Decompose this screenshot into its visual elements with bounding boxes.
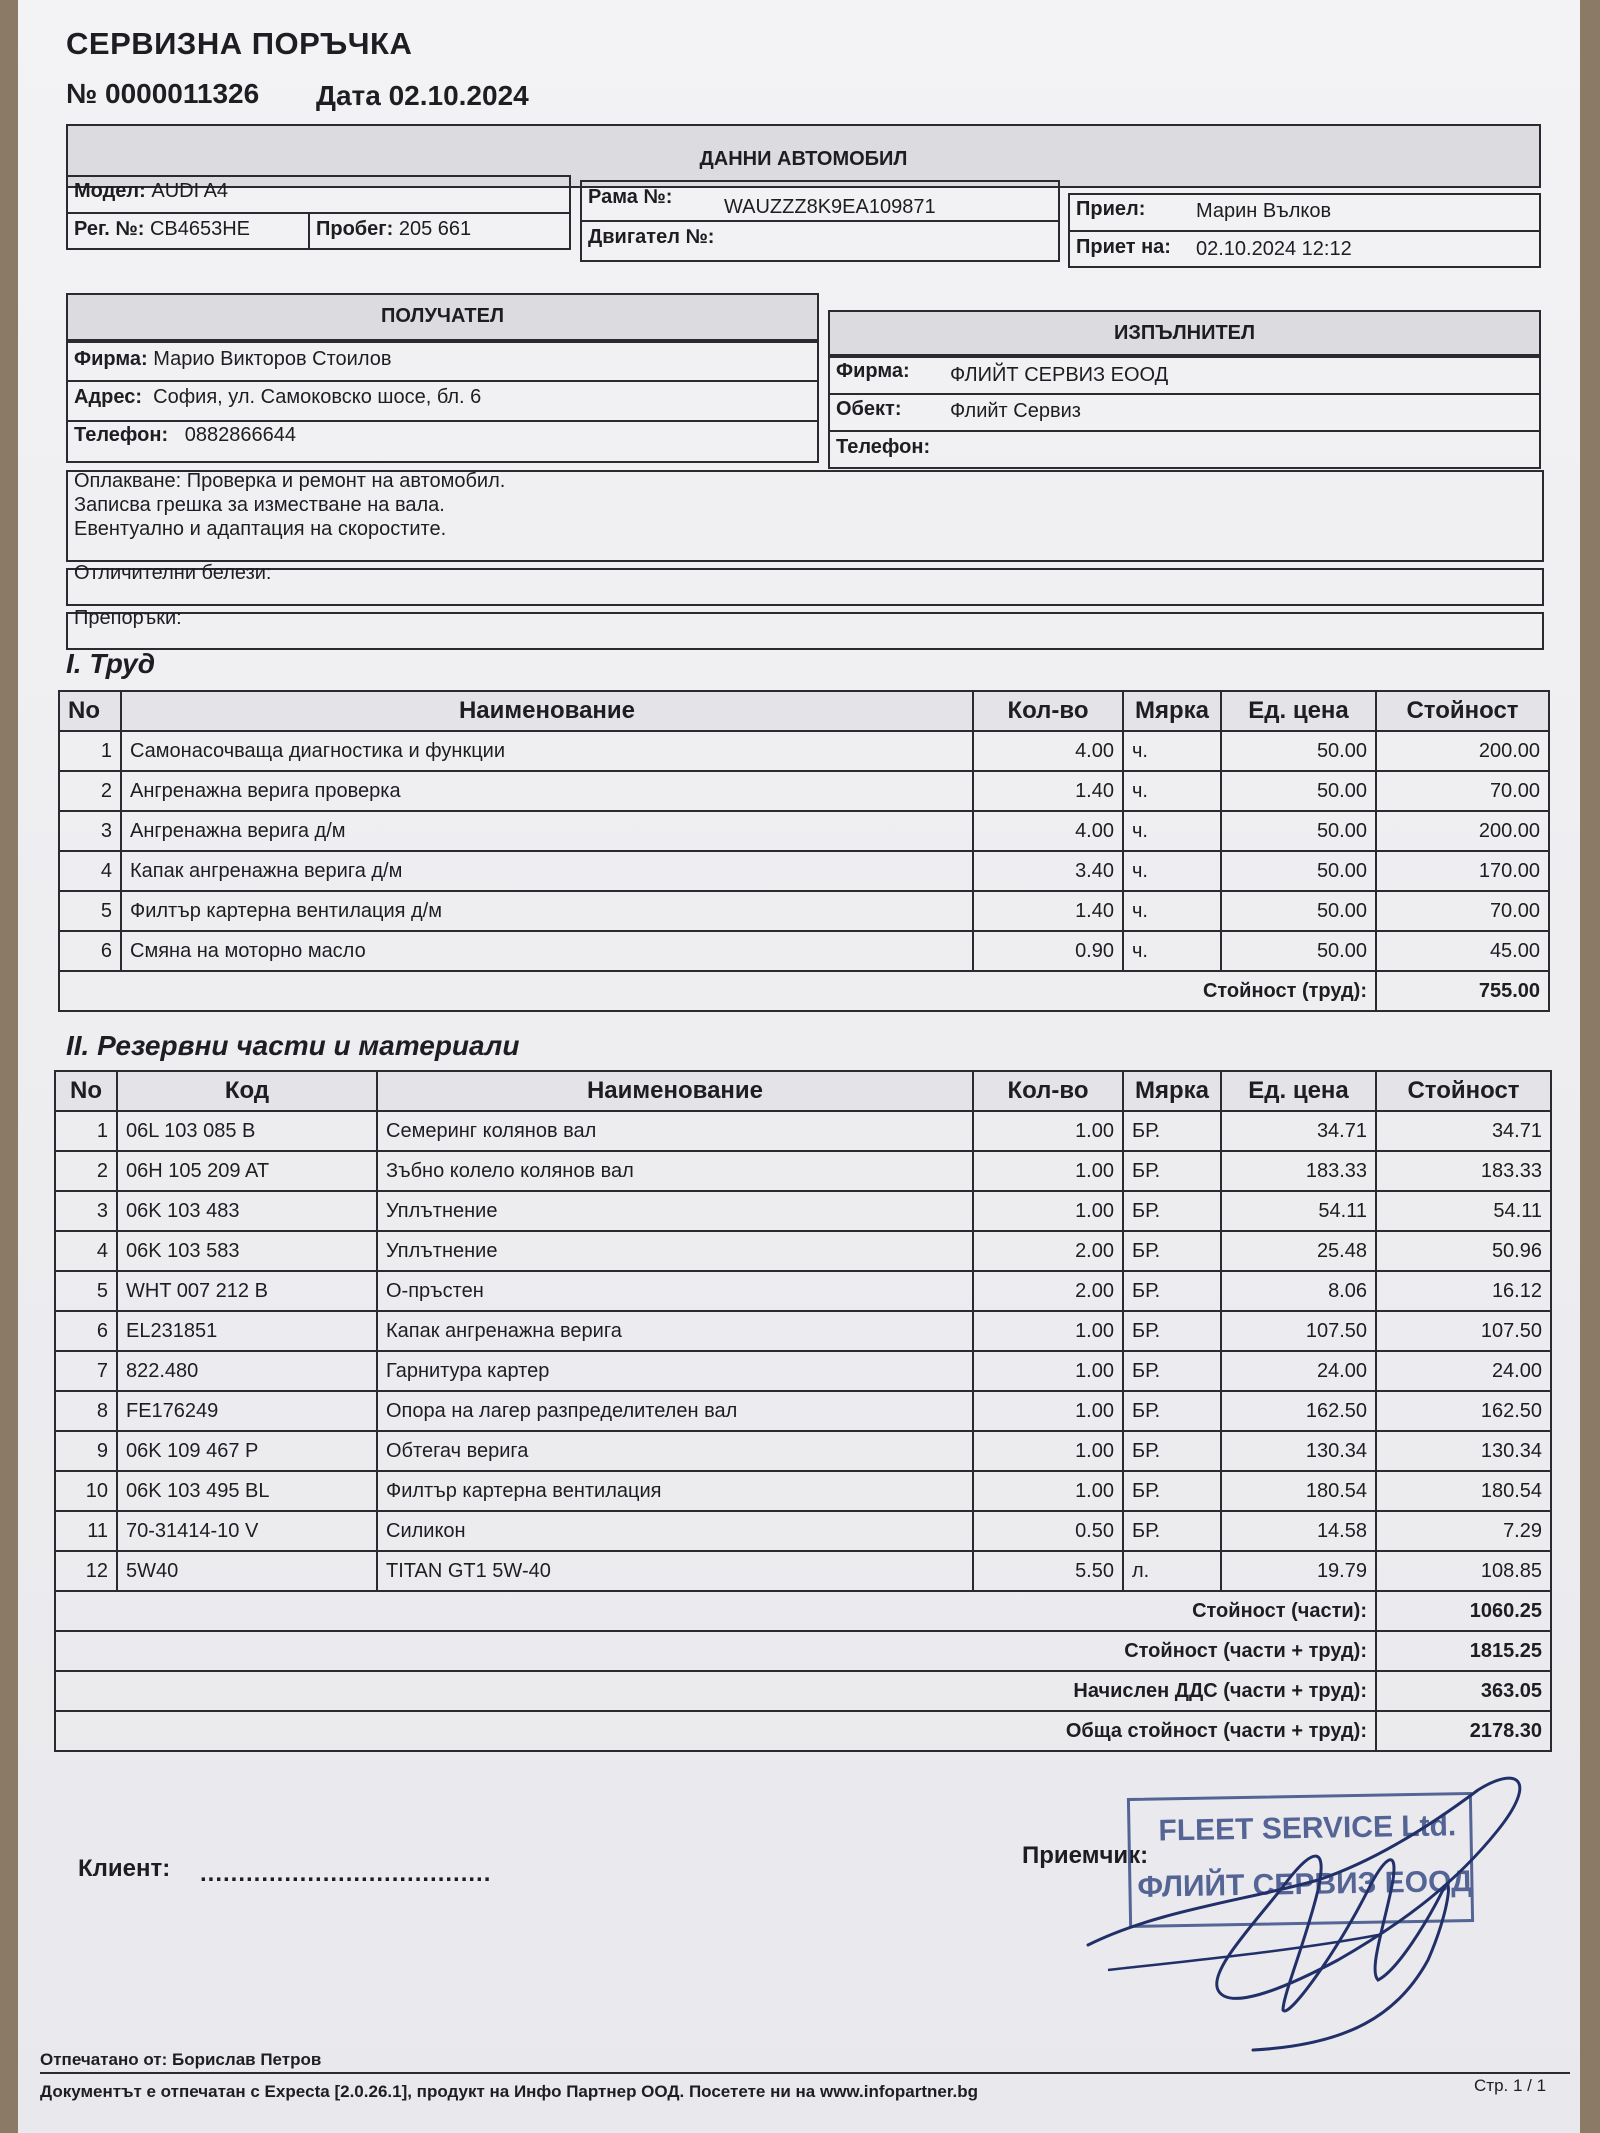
part-total: 183.33 bbox=[1376, 1151, 1551, 1191]
column-header: Кол-во bbox=[973, 1071, 1123, 1111]
divider bbox=[828, 393, 1541, 395]
part-row bbox=[55, 1271, 1551, 1311]
part-unit-price: 8.06 bbox=[1221, 1271, 1376, 1311]
vehicle-header-label: ДАННИ АВТОМОБИЛ bbox=[699, 148, 908, 170]
part-unit: БР. bbox=[1123, 1271, 1221, 1311]
totals-label: Стойност (части): bbox=[55, 1591, 1376, 1631]
row-number: 12 bbox=[55, 1551, 117, 1591]
row-number: 4 bbox=[59, 851, 121, 891]
part-code: 06K 109 467 P bbox=[117, 1431, 377, 1471]
part-total: 7.29 bbox=[1376, 1511, 1551, 1551]
part-name: TITAN GT1 5W-40 bbox=[377, 1551, 973, 1591]
divider bbox=[66, 420, 819, 422]
received-by-label: Приел: bbox=[1076, 198, 1146, 220]
part-name: Уплътнение bbox=[377, 1231, 973, 1271]
totals-value: 2178.30 bbox=[1376, 1711, 1551, 1751]
service-order-document bbox=[18, 0, 1580, 2133]
part-name: Обтегач верига bbox=[377, 1431, 973, 1471]
part-code: EL231851 bbox=[117, 1311, 377, 1351]
divider bbox=[828, 430, 1541, 432]
footer-rule bbox=[40, 2072, 1570, 2074]
labor-unit-price: 50.00 bbox=[1221, 771, 1376, 811]
contractor-box bbox=[828, 356, 1541, 469]
part-row bbox=[55, 1191, 1551, 1231]
part-unit-price: 24.00 bbox=[1221, 1351, 1376, 1391]
part-name: Филтър картерна вентилация bbox=[377, 1471, 973, 1511]
labor-total: 45.00 bbox=[1376, 931, 1549, 971]
part-qty: 1.00 bbox=[973, 1471, 1123, 1511]
part-unit-price: 14.58 bbox=[1221, 1511, 1376, 1551]
column-header: Код bbox=[117, 1071, 377, 1111]
labor-row bbox=[59, 811, 1549, 851]
complaint-line: Записва грешка за изместване на вала. bbox=[74, 494, 445, 516]
part-total: 107.50 bbox=[1376, 1311, 1551, 1351]
part-name: Силикон bbox=[377, 1511, 973, 1551]
part-code: WHT 007 212 B bbox=[117, 1271, 377, 1311]
labor-table bbox=[58, 690, 1550, 1012]
parts-table-header bbox=[55, 1071, 1551, 1111]
received-on-label: Приет на: bbox=[1076, 236, 1171, 258]
part-code: 06K 103 483 bbox=[117, 1191, 377, 1231]
footer-note: Документът е отпечатан с Expecta [2.0.26.1], продукт на Инфо Партнер ООД. Посетете ни на www.infopartner.bg bbox=[40, 2082, 979, 2101]
divider bbox=[66, 212, 571, 214]
part-total: 24.00 bbox=[1376, 1351, 1551, 1391]
labor-qty: 3.40 bbox=[973, 851, 1123, 891]
column-header: Кол-во bbox=[973, 691, 1123, 731]
part-total: 180.54 bbox=[1376, 1471, 1551, 1511]
parts-section-title: II. Резервни части и материали bbox=[66, 1030, 520, 1061]
totals-label: Начислен ДДС (части + труд): bbox=[55, 1671, 1376, 1711]
part-name: Семеринг колянов вал bbox=[377, 1111, 973, 1151]
distinguishing-marks-box bbox=[66, 568, 1544, 606]
part-row bbox=[55, 1351, 1551, 1391]
column-header: Мярка bbox=[1123, 1071, 1221, 1111]
part-row bbox=[55, 1311, 1551, 1351]
printed-by: Отпечатано от: Борислав Петров bbox=[40, 2050, 322, 2069]
part-code: 70-31414-10 V bbox=[117, 1511, 377, 1551]
totals-label: Обща стойност (части + труд): bbox=[55, 1711, 1376, 1751]
part-row bbox=[55, 1431, 1551, 1471]
recipient-phone: 0882866644 bbox=[184, 424, 297, 446]
received-on-value: 02.10.2024 12:12 bbox=[1196, 238, 1352, 260]
part-name: Гарнитура картер bbox=[377, 1351, 973, 1391]
row-number: 1 bbox=[55, 1111, 117, 1151]
contractor-site-label: Обект: bbox=[836, 398, 902, 420]
labor-name: Самонасочваща диагностика и функции bbox=[121, 731, 973, 771]
totals-value: 1815.25 bbox=[1376, 1631, 1551, 1671]
row-number: 5 bbox=[55, 1271, 117, 1311]
labor-total: 200.00 bbox=[1376, 731, 1549, 771]
labor-unit-price: 50.00 bbox=[1221, 931, 1376, 971]
part-unit: БР. bbox=[1123, 1311, 1221, 1351]
divider bbox=[580, 220, 1060, 222]
labor-name: Филтър картерна вентилация д/м bbox=[121, 891, 973, 931]
row-number: 3 bbox=[55, 1191, 117, 1231]
part-row bbox=[55, 1151, 1551, 1191]
row-number: 10 bbox=[55, 1471, 117, 1511]
labor-total: 170.00 bbox=[1376, 851, 1549, 891]
recipient-header-label: ПОЛУЧАТЕЛ bbox=[381, 305, 504, 327]
part-unit-price: 34.71 bbox=[1221, 1111, 1376, 1151]
signature-scribble bbox=[1078, 1760, 1558, 2060]
labor-qty: 4.00 bbox=[973, 811, 1123, 851]
part-unit: БР. bbox=[1123, 1151, 1221, 1191]
column-header: Ед. цена bbox=[1221, 1071, 1376, 1111]
part-unit-price: 183.33 bbox=[1221, 1151, 1376, 1191]
labor-total-value: 755.00 bbox=[1376, 971, 1549, 1011]
contractor-header-label: ИЗПЪЛНИТЕЛ bbox=[1113, 322, 1256, 344]
part-row bbox=[55, 1391, 1551, 1431]
labor-unit: ч. bbox=[1123, 931, 1221, 971]
complaint-line: Евентуално и адаптация на скоростите. bbox=[74, 518, 447, 540]
contractor-phone-label: Телефон: bbox=[836, 436, 931, 458]
part-unit: БР. bbox=[1123, 1351, 1221, 1391]
divider bbox=[66, 380, 819, 382]
divider bbox=[1068, 230, 1541, 232]
labor-total: 70.00 bbox=[1376, 891, 1549, 931]
labor-qty: 0.90 bbox=[973, 931, 1123, 971]
part-total: 54.11 bbox=[1376, 1191, 1551, 1231]
recipient-address: София, ул. Самоковско шосе, бл. 6 bbox=[153, 386, 482, 408]
column-header: No bbox=[59, 691, 121, 731]
vin-label: Рама №: bbox=[588, 186, 673, 208]
recipient-header bbox=[66, 293, 819, 341]
part-unit: БР. bbox=[1123, 1231, 1221, 1271]
part-qty: 5.50 bbox=[973, 1551, 1123, 1591]
client-signature-line: ...................................... bbox=[200, 1860, 492, 1887]
row-number: 6 bbox=[59, 931, 121, 971]
recommendations-box bbox=[66, 612, 1544, 650]
labor-row bbox=[59, 771, 1549, 811]
part-code: 06L 103 085 B bbox=[117, 1111, 377, 1151]
part-qty: 1.00 bbox=[973, 1431, 1123, 1471]
stamp-line-bg: ФЛИЙТ СЕРВИЗ ЕООД bbox=[1137, 1865, 1473, 1904]
part-unit: БР. bbox=[1123, 1391, 1221, 1431]
totals-row bbox=[55, 1631, 1551, 1671]
row-number: 7 bbox=[55, 1351, 117, 1391]
row-number: 6 bbox=[55, 1311, 117, 1351]
row-number: 4 bbox=[55, 1231, 117, 1271]
part-unit-price: 180.54 bbox=[1221, 1471, 1376, 1511]
part-code: FE176249 bbox=[117, 1391, 377, 1431]
labor-unit: ч. bbox=[1123, 771, 1221, 811]
labor-name: Капак ангренажна верига д/м bbox=[121, 851, 973, 891]
labor-unit: ч. bbox=[1123, 891, 1221, 931]
column-header: Наименование bbox=[121, 691, 973, 731]
distinguishing-marks-label: Отличителни белези: bbox=[74, 562, 272, 584]
reg-label: Рег. №: bbox=[74, 218, 145, 240]
part-qty: 1.00 bbox=[973, 1311, 1123, 1351]
part-name: Уплътнение bbox=[377, 1191, 973, 1231]
part-qty: 2.00 bbox=[973, 1271, 1123, 1311]
engine-label: Двигател №: bbox=[588, 226, 715, 248]
labor-unit: ч. bbox=[1123, 851, 1221, 891]
recipient-address-label: Адрес: bbox=[74, 386, 142, 408]
row-number: 3 bbox=[59, 811, 121, 851]
mileage-value: 205 661 bbox=[398, 218, 472, 240]
part-row bbox=[55, 1551, 1551, 1591]
row-number: 2 bbox=[55, 1151, 117, 1191]
labor-unit: ч. bbox=[1123, 731, 1221, 771]
part-unit: БР. bbox=[1123, 1471, 1221, 1511]
totals-row bbox=[55, 1591, 1551, 1631]
labor-unit-price: 50.00 bbox=[1221, 731, 1376, 771]
totals-value: 1060.25 bbox=[1376, 1591, 1551, 1631]
part-unit: л. bbox=[1123, 1551, 1221, 1591]
part-unit: БР. bbox=[1123, 1431, 1221, 1471]
part-row bbox=[55, 1231, 1551, 1271]
part-name: Зъбно колело колянов вал bbox=[377, 1151, 973, 1191]
part-row bbox=[55, 1111, 1551, 1151]
labor-total-row bbox=[59, 971, 1549, 1011]
part-code: 06K 103 583 bbox=[117, 1231, 377, 1271]
part-row bbox=[55, 1471, 1551, 1511]
labor-row bbox=[59, 731, 1549, 771]
receiver-signature-label: Приемчик: bbox=[1022, 1842, 1149, 1869]
recommendations-label: Препоръки: bbox=[74, 607, 182, 629]
contractor-company: ФЛИЙТ СЕРВИЗ ЕООД bbox=[950, 364, 1169, 386]
labor-section-title: I. Труд bbox=[66, 648, 156, 679]
order-date: Дата 02.10.2024 bbox=[316, 80, 529, 111]
part-qty: 2.00 bbox=[973, 1231, 1123, 1271]
part-name: О-пръстен bbox=[377, 1271, 973, 1311]
contractor-company-label: Фирма: bbox=[836, 360, 910, 382]
row-number: 1 bbox=[59, 731, 121, 771]
part-total: 108.85 bbox=[1376, 1551, 1551, 1591]
part-code: 5W40 bbox=[117, 1551, 377, 1591]
part-unit-price: 25.48 bbox=[1221, 1231, 1376, 1271]
part-unit: БР. bbox=[1123, 1511, 1221, 1551]
model-label: Модел: bbox=[74, 180, 146, 202]
recipient-company: Марио Викторов Стоилов bbox=[153, 348, 392, 370]
column-header: Мярка bbox=[1123, 691, 1221, 731]
part-qty: 1.00 bbox=[973, 1111, 1123, 1151]
part-unit: БР. bbox=[1123, 1191, 1221, 1231]
part-name: Опора на лагер разпределителен вал bbox=[377, 1391, 973, 1431]
part-qty: 1.00 bbox=[973, 1391, 1123, 1431]
part-code: 822.480 bbox=[117, 1351, 377, 1391]
row-number: 8 bbox=[55, 1391, 117, 1431]
part-code: 06K 103 495 BL bbox=[117, 1471, 377, 1511]
labor-name: Ангренажна верига д/м bbox=[121, 811, 973, 851]
column-header: No bbox=[55, 1071, 117, 1111]
recipient-company-label: Фирма: bbox=[74, 348, 148, 370]
mileage-label: Пробег: bbox=[316, 218, 394, 240]
labor-name: Ангренажна верига проверка bbox=[121, 771, 973, 811]
part-unit: БР. bbox=[1123, 1111, 1221, 1151]
row-number: 5 bbox=[59, 891, 121, 931]
labor-unit-price: 50.00 bbox=[1221, 851, 1376, 891]
labor-unit-price: 50.00 bbox=[1221, 891, 1376, 931]
contractor-site: Флийт Сервиз bbox=[950, 400, 1081, 422]
part-total: 130.34 bbox=[1376, 1431, 1551, 1471]
part-qty: 1.00 bbox=[973, 1351, 1123, 1391]
part-row bbox=[55, 1511, 1551, 1551]
labor-table-header bbox=[59, 691, 1549, 731]
complaint-line: Оплакване: Проверка и ремонт на автомобил. bbox=[74, 470, 506, 492]
column-header: Ед. цена bbox=[1221, 691, 1376, 731]
client-signature-label: Клиент: bbox=[78, 1855, 171, 1882]
labor-unit-price: 50.00 bbox=[1221, 811, 1376, 851]
labor-qty: 4.00 bbox=[973, 731, 1123, 771]
part-total: 34.71 bbox=[1376, 1111, 1551, 1151]
document-title: СЕРВИЗНА ПОРЪЧКА bbox=[66, 26, 413, 61]
labor-total-label: Стойност (труд): bbox=[59, 971, 1376, 1011]
totals-row bbox=[55, 1671, 1551, 1711]
part-name: Капак ангренажна верига bbox=[377, 1311, 973, 1351]
labor-name: Смяна на моторно масло bbox=[121, 931, 973, 971]
part-unit-price: 107.50 bbox=[1221, 1311, 1376, 1351]
part-unit-price: 162.50 bbox=[1221, 1391, 1376, 1431]
part-unit-price: 19.79 bbox=[1221, 1551, 1376, 1591]
column-header: Стойност bbox=[1376, 691, 1549, 731]
part-qty: 1.00 bbox=[973, 1151, 1123, 1191]
order-number: № 0000011326 bbox=[66, 78, 260, 109]
contractor-header bbox=[828, 310, 1541, 356]
model-value: AUDI A4 bbox=[151, 180, 229, 202]
column-header: Стойност bbox=[1376, 1071, 1551, 1111]
part-total: 162.50 bbox=[1376, 1391, 1551, 1431]
labor-qty: 1.40 bbox=[973, 771, 1123, 811]
stamp-line-en: FLEET SERVICE Ltd. bbox=[1158, 1809, 1457, 1848]
labor-qty: 1.40 bbox=[973, 891, 1123, 931]
part-unit-price: 54.11 bbox=[1221, 1191, 1376, 1231]
received-by-value: Марин Вълков bbox=[1196, 200, 1332, 222]
totals-label: Стойност (части + труд): bbox=[55, 1631, 1376, 1671]
divider bbox=[308, 212, 310, 250]
labor-total: 70.00 bbox=[1376, 771, 1549, 811]
part-total: 16.12 bbox=[1376, 1271, 1551, 1311]
labor-row bbox=[59, 851, 1549, 891]
parts-table bbox=[54, 1070, 1552, 1752]
page-number: Стр. 1 / 1 bbox=[1474, 2076, 1547, 2095]
labor-unit: ч. bbox=[1123, 811, 1221, 851]
reg-value: CB4653HE bbox=[149, 218, 250, 240]
vin-value: WAUZZZ8K9EA109871 bbox=[724, 196, 936, 218]
labor-row bbox=[59, 931, 1549, 971]
part-code: 06H 105 209 AT bbox=[117, 1151, 377, 1191]
part-qty: 0.50 bbox=[973, 1511, 1123, 1551]
recipient-phone-label: Телефон: bbox=[74, 424, 169, 446]
part-total: 50.96 bbox=[1376, 1231, 1551, 1271]
part-unit-price: 130.34 bbox=[1221, 1431, 1376, 1471]
labor-total: 200.00 bbox=[1376, 811, 1549, 851]
totals-value: 363.05 bbox=[1376, 1671, 1551, 1711]
row-number: 11 bbox=[55, 1511, 117, 1551]
row-number: 2 bbox=[59, 771, 121, 811]
column-header: Наименование bbox=[377, 1071, 973, 1111]
part-qty: 1.00 bbox=[973, 1191, 1123, 1231]
totals-row bbox=[55, 1711, 1551, 1751]
row-number: 9 bbox=[55, 1431, 117, 1471]
labor-row bbox=[59, 891, 1549, 931]
